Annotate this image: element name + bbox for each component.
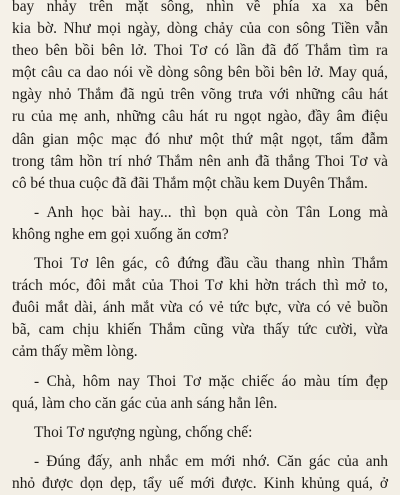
text-line: đuôi mắt dài, ánh mắt vừa có vẻ tức bực, vừa có vẻ buồn (12, 299, 388, 317)
paragraph (12, 0, 388, 195)
text-line: - Anh học bài hay... thì bọn quà còn Tân Long mà (34, 203, 388, 221)
text-line: nhỏ được dọn dẹp, tẩy uế mới được. Kinh khủng quá, ở (12, 474, 388, 492)
text-line: ru của mẹ anh, những câu hát ru ngọt ngào, đầy âm điệu (12, 108, 388, 126)
text-line: một câu ca dao nói về dòng sông bên bồi bên lở. May quá, (12, 64, 388, 82)
text-line: bay nhảy trên mặt sông, nhìn về phía xa xa bên (12, 0, 388, 15)
text-line: bã, cam chịu khiến Thắm cũng vừa thấy tức cười, vừa (12, 321, 388, 339)
paragraph (12, 253, 388, 363)
text-line: - Đúng đấy, anh nhắc em mới nhớ. Căn gác của anh (34, 452, 388, 470)
text-line: trong tâm hồn trí nhớ Thắm nên anh đã thắng Thoi Tơ và (12, 152, 388, 170)
text-line: Thoi Tơ ngượng ngùng, chống chế: (34, 423, 253, 441)
paragraph (12, 371, 388, 415)
text-line: cảm thấy mềm lòng. (12, 343, 138, 361)
text-line: kia bờ. Như mọi ngày, dòng chảy của con sông Tiền vẫn (12, 20, 388, 38)
text-line: cô bé thua cuộc đã đãi Thắm một chầu kem Duyên Thắm. (12, 174, 368, 192)
text-line: - Chà, hôm nay Thoi Tơ mặc chiếc áo màu tím đẹp (34, 372, 388, 390)
text-line: quá, làm cho căn gác của anh sáng hẳn lên. (12, 394, 278, 412)
text-line: không nghe em gọi xuống ăn cơm? (12, 225, 229, 243)
text-line: dân gian mộc mạc đó như một thứ mật ngọt, tẩm đẫm (12, 130, 388, 148)
text-line: ngày nhỏ Thắm đã ngủ trên võng trưa với những câu hát (12, 86, 388, 104)
page-text (12, 0, 388, 495)
text-line: theo bên bồi bên lở. Thoi Tơ có lần đã đố Thắm tìm ra (12, 42, 388, 60)
paragraph (12, 422, 388, 444)
text-line: Thoi Tơ lên gác, cô đứng đầu cầu thang nhìn Thắm (34, 255, 388, 273)
text-line: trách móc, đôi mắt của Thoi Tơ khi hờn trách thì mở to, (12, 277, 388, 295)
paragraph (12, 202, 388, 246)
paragraph (12, 451, 388, 495)
